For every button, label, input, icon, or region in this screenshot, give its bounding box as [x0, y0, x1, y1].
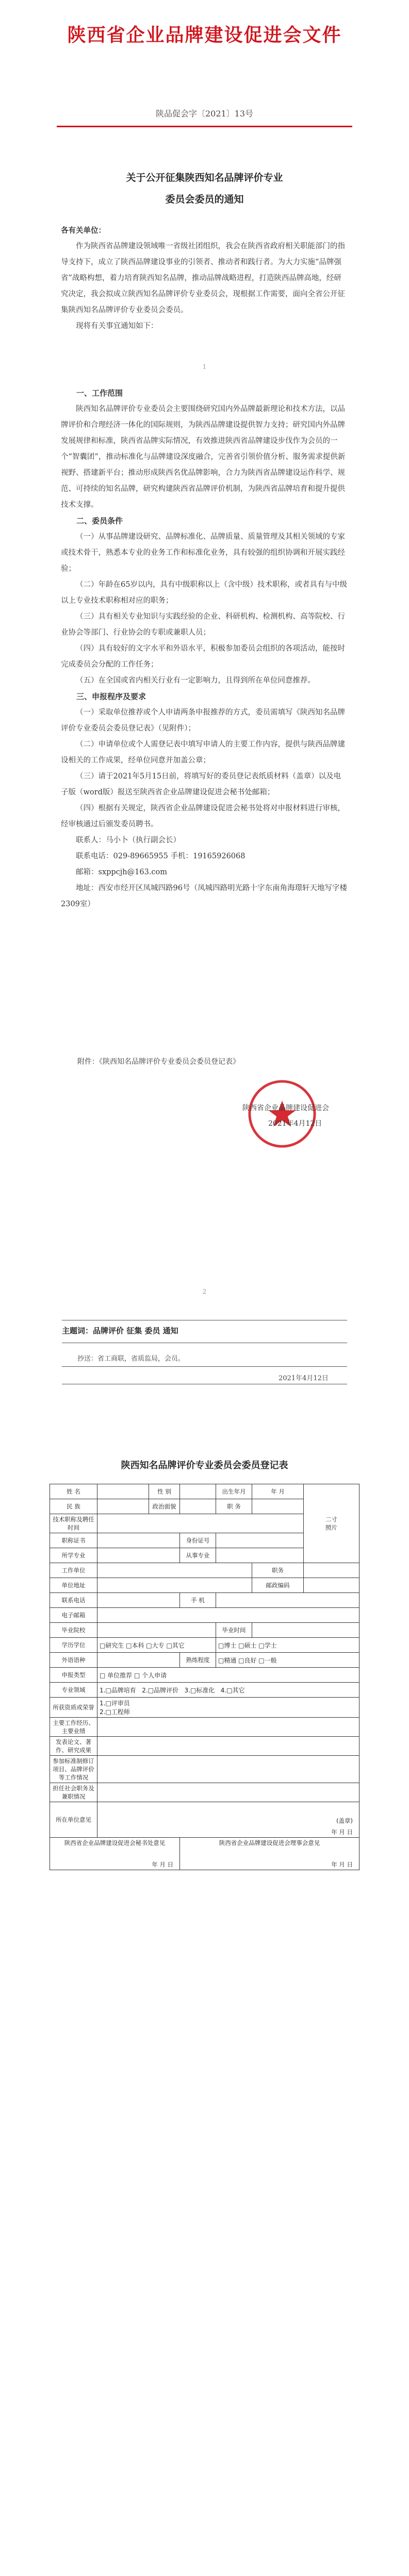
page-number: 2 — [202, 1288, 207, 1295]
red-rule — [57, 126, 352, 127]
registration-form-page — [0, 1391, 409, 2576]
label-school: 毕业院校 — [50, 1623, 97, 1638]
label-projects: 参加标准制修订项目、品牌评价等工作情况 — [50, 1756, 97, 1783]
apply-type-options[interactable]: □ 单位推荐 □ 个人申请 — [97, 1668, 359, 1683]
label-mobile: 手 机 — [180, 1593, 216, 1608]
major-field[interactable] — [97, 1548, 180, 1563]
label-unit-opinion: 所在单位意见 — [50, 1802, 97, 1838]
attachment-note: 附件：《陕西知名品牌评价专业委员会委员登记表》 — [77, 1058, 240, 1066]
salutation: 各有关单位： — [61, 226, 106, 235]
divider — [62, 1366, 347, 1367]
label-id: 身份证号 — [180, 1533, 216, 1548]
mobile-field[interactable] — [216, 1593, 359, 1608]
section-item: （五）在全国或省内相关行业有一定影响力，且得到所在单位同意推荐。 — [76, 676, 315, 685]
label-papers: 发表论文、著作、研究成果 — [50, 1737, 97, 1756]
section-item: （三）具有相关专业知识与实践经验的企业、科研机构、检测机构、高等院校、行业协会等部门、行业协会的专职或兼职人员； — [61, 613, 345, 637]
main-work-field[interactable] — [97, 1718, 359, 1737]
contact-phone: 联系电话：029-89665955 手机：19165926068 — [76, 852, 246, 860]
label-lang: 外语语种 — [50, 1653, 97, 1668]
assoc-council-date: 年 月 日 — [331, 1861, 353, 1868]
org-title: 陕西省企业品牌建设促进会文件 — [67, 25, 342, 46]
print-date: 2021年4月12日 — [279, 1375, 329, 1382]
label-study-time: 毕业时间 — [216, 1623, 252, 1638]
label-work-unit: 工作单位 — [50, 1563, 97, 1578]
label-phone: 联系电话 — [50, 1593, 97, 1608]
field-option[interactable]: 4.□其它 — [220, 1686, 245, 1694]
school-field[interactable] — [97, 1623, 216, 1638]
label-tech-title: 技术职称及聘任时间 — [50, 1514, 97, 1533]
contact-email: 邮箱：sxppcjh@163.com — [76, 868, 168, 876]
phone-field[interactable] — [97, 1593, 180, 1608]
cert-option[interactable]: 2.□工程师 — [100, 1708, 130, 1716]
duty-field[interactable] — [252, 1499, 304, 1514]
label-societies: 担任社会职务及兼职情况 — [50, 1783, 97, 1802]
unit-address-field[interactable] — [97, 1578, 252, 1593]
label-birth: 出生年月 — [216, 1484, 252, 1499]
party-field[interactable] — [180, 1499, 216, 1514]
section-title: 二、委员条件 — [76, 516, 123, 526]
field-option[interactable]: 3.□标准化 — [184, 1686, 215, 1694]
edu-options[interactable]: □研究生 □本科 □大专 □其它 — [97, 1638, 216, 1653]
unit-date: 年 月 日 — [331, 1828, 353, 1836]
label-lang-level: 熟练程度 — [180, 1653, 216, 1668]
photo-box[interactable] — [304, 1484, 359, 1563]
label-main-work: 主要工作经历、主要业绩 — [50, 1718, 97, 1737]
title-cert-field[interactable] — [97, 1533, 180, 1548]
tech-title-field[interactable] — [97, 1514, 304, 1533]
intro-paragraph: 现将有关事宜通知如下： — [76, 322, 158, 330]
photo-size-label: 二寸 — [325, 1516, 337, 1523]
label-fields: 专业领域 — [50, 1683, 97, 1698]
keywords: 主题词：品牌评价 征集 委员 通知 — [62, 1326, 178, 1335]
doc-number: 陕品促会字〔2021〕13号 — [155, 109, 254, 118]
study-time-field[interactable] — [252, 1623, 359, 1638]
label-duty: 职 务 — [216, 1499, 252, 1514]
cc-list: 抄送：省工商联，省质监局，会员。 — [77, 1355, 185, 1363]
post-field[interactable] — [304, 1578, 359, 1593]
label-unit-address: 单位地址 — [50, 1578, 97, 1593]
email-field[interactable] — [97, 1608, 359, 1623]
lang-level-options[interactable]: □精通 □良好 □一般 — [216, 1653, 359, 1668]
field-option[interactable]: 2.□品牌评价 — [142, 1686, 179, 1694]
label-name: 姓 名 — [50, 1484, 97, 1499]
section-item: （四）根据有关规定，陕西省企业品牌建设促进会秘书处将对申报材料进行审核，经审核通过后颁发委员聘书。 — [61, 804, 345, 828]
label-apply-type: 申报类型 — [50, 1668, 97, 1683]
projects-field[interactable] — [97, 1756, 359, 1783]
label-title-cert: 职称证书 — [50, 1533, 97, 1548]
contact-address: 地址：西安市经开区凤城四路96号（凤城四路明光路十字东南角海璟轩天地写字楼2309室） — [61, 884, 347, 908]
intro-paragraph: 作为陕西省品牌建设领域唯一省级社团组织，我会在陕西省政府相关职能部门的指导支持下，成立了陕西品牌建设事业的引领者、推动者和践行者。为大力实施“品牌强省”战略构想，着力培育陕西知名品牌，推动品牌战略进程，打造陕西品牌高地，经研究决定，我会拟成立陕西知名品牌评价专业委员会，现根据工作需要，面向全省公开征集陕西知名品牌评价专业委员会委员。 — [61, 242, 345, 314]
label-job-rank: 职务 — [252, 1563, 304, 1578]
lang-field[interactable] — [97, 1653, 180, 1668]
section-item: （二）年龄在65岁以内，具有中级职称以上（含中级）技术职称，或者具有与中级以上专业技术职称相对应的职务； — [61, 581, 347, 605]
notice-title-line2: 委员会委员的通知 — [165, 194, 244, 205]
section-item: （一）采取单位推荐或个人申请两条申报推荐的方式，委员需填写《陕西知名品牌评价专业委员会委员登记表》（见附件）； — [61, 708, 345, 733]
section-item: （二）申请单位或个人需登记表中填写申请人的主要工作内容，提供与陕西品牌建设相关的工作成果，经单位同意并加盖公章； — [61, 740, 345, 765]
section-item: （四）具有较好的文字水平和外语水平，积极参加委员会组织的各项活动，能按时完成委员会分配的工作任务； — [61, 645, 345, 669]
label-nation: 民 族 — [50, 1499, 97, 1514]
contact-person: 联系人：马小卜（执行副会长） — [76, 836, 181, 844]
unit-opinion-field[interactable] — [97, 1802, 359, 1838]
form-title: 陕西知名品牌评价专业委员会委员登记表 — [121, 1460, 288, 1471]
footer-page — [0, 1309, 409, 1391]
section-title: 一、工作范围 — [76, 388, 123, 398]
label-cert: 所获资质或荣誉 — [50, 1698, 97, 1718]
societies-field[interactable] — [97, 1783, 359, 1802]
assoc-secretariat-label: 陕西省企业品牌建设促进会秘书处意见 — [64, 1839, 166, 1846]
gender-field[interactable] — [180, 1484, 216, 1499]
assoc-council-label: 陕西省企业品牌建设促进会理事会意见 — [219, 1839, 320, 1846]
page-number: 1 — [202, 363, 207, 370]
label-party: 政治面貌 — [149, 1499, 180, 1514]
label-edu: 学历学位 — [50, 1638, 97, 1653]
degree-options[interactable]: □博士 □硕士 □学士 — [216, 1638, 359, 1653]
section-paragraph: 陕西知名品牌评价专业委员会主要围绕研究国内外品牌最新理论和技术方法，以品牌评价和合理经济一体化的国际规则，为陕西品牌建设提供智力支持；研究国内外品牌发展规律和标准，陕西省品牌实际情况，有效推进陕西省品牌建设步伐作为会员的一个“智囊团”，推动标准化与品牌建设深度融合，完善省引领价值分析、服务需求提供新视野、搭建新平台；推动形成陕西名优品牌影响，合力为陕西省品牌建设运作科学、规范、可持续的知名品牌，研究构建陕西省品牌评价机制，为陕西省品牌培育和提升提供技术支撑。 — [61, 405, 346, 509]
section-item: （三）请于2021年5月15日前，将填写好的委员登记表纸质材料（盖章）以及电子版（word版）报送至陕西省企业品牌建设促进会秘书处邮箱； — [61, 772, 341, 796]
notice-intro — [61, 223, 348, 334]
notice-title-line1: 关于公开征集陕西知名品牌评价专业 — [126, 172, 283, 183]
section-item: （一）从事品牌建设研究、品牌标准化、品牌质量、质量管理及其相关领域的专家或技术骨干，熟悉本专业的业务工作和标准化业务，具有较强的组织协调和开展实践经验； — [61, 533, 345, 573]
work-unit-field[interactable] — [97, 1563, 252, 1578]
cert-options[interactable] — [97, 1698, 359, 1718]
issuer: 陕西省企业品牌建设促进会 — [242, 1104, 329, 1112]
unit-seal: (盖章) — [336, 1817, 353, 1824]
label-email: 电子邮箱 — [50, 1608, 97, 1623]
photo-label: 照片 — [325, 1524, 337, 1531]
cert-option[interactable]: 1.□评审员 — [100, 1700, 130, 1707]
official-seal-icon — [247, 1078, 318, 1149]
id-field[interactable] — [216, 1533, 304, 1548]
registration-table — [50, 1484, 359, 1870]
job-rank-field[interactable] — [304, 1563, 359, 1578]
field-option[interactable]: 1.□品牌培育 — [100, 1686, 136, 1694]
label-work-major: 从事专业 — [180, 1548, 216, 1563]
assoc-council-opinion[interactable] — [180, 1838, 359, 1870]
fields-options[interactable] — [97, 1683, 359, 1698]
notice-body — [61, 385, 348, 912]
assoc-secretariat-opinion[interactable] — [50, 1838, 180, 1870]
issue-date: 2021年4月12日 — [268, 1120, 322, 1128]
nation-field[interactable] — [97, 1499, 149, 1514]
label-major: 所学专业 — [50, 1548, 97, 1563]
label-post: 邮政编码 — [252, 1578, 304, 1593]
section-title: 三、申报程序及要求 — [76, 692, 146, 701]
birth-field[interactable]: 年 月 — [252, 1484, 304, 1499]
papers-field[interactable] — [97, 1737, 359, 1756]
label-gender: 性 别 — [149, 1484, 180, 1499]
work-major-field[interactable] — [216, 1548, 304, 1563]
name-field[interactable] — [97, 1484, 149, 1499]
assoc-secretariat-date: 年 月 日 — [152, 1861, 173, 1868]
